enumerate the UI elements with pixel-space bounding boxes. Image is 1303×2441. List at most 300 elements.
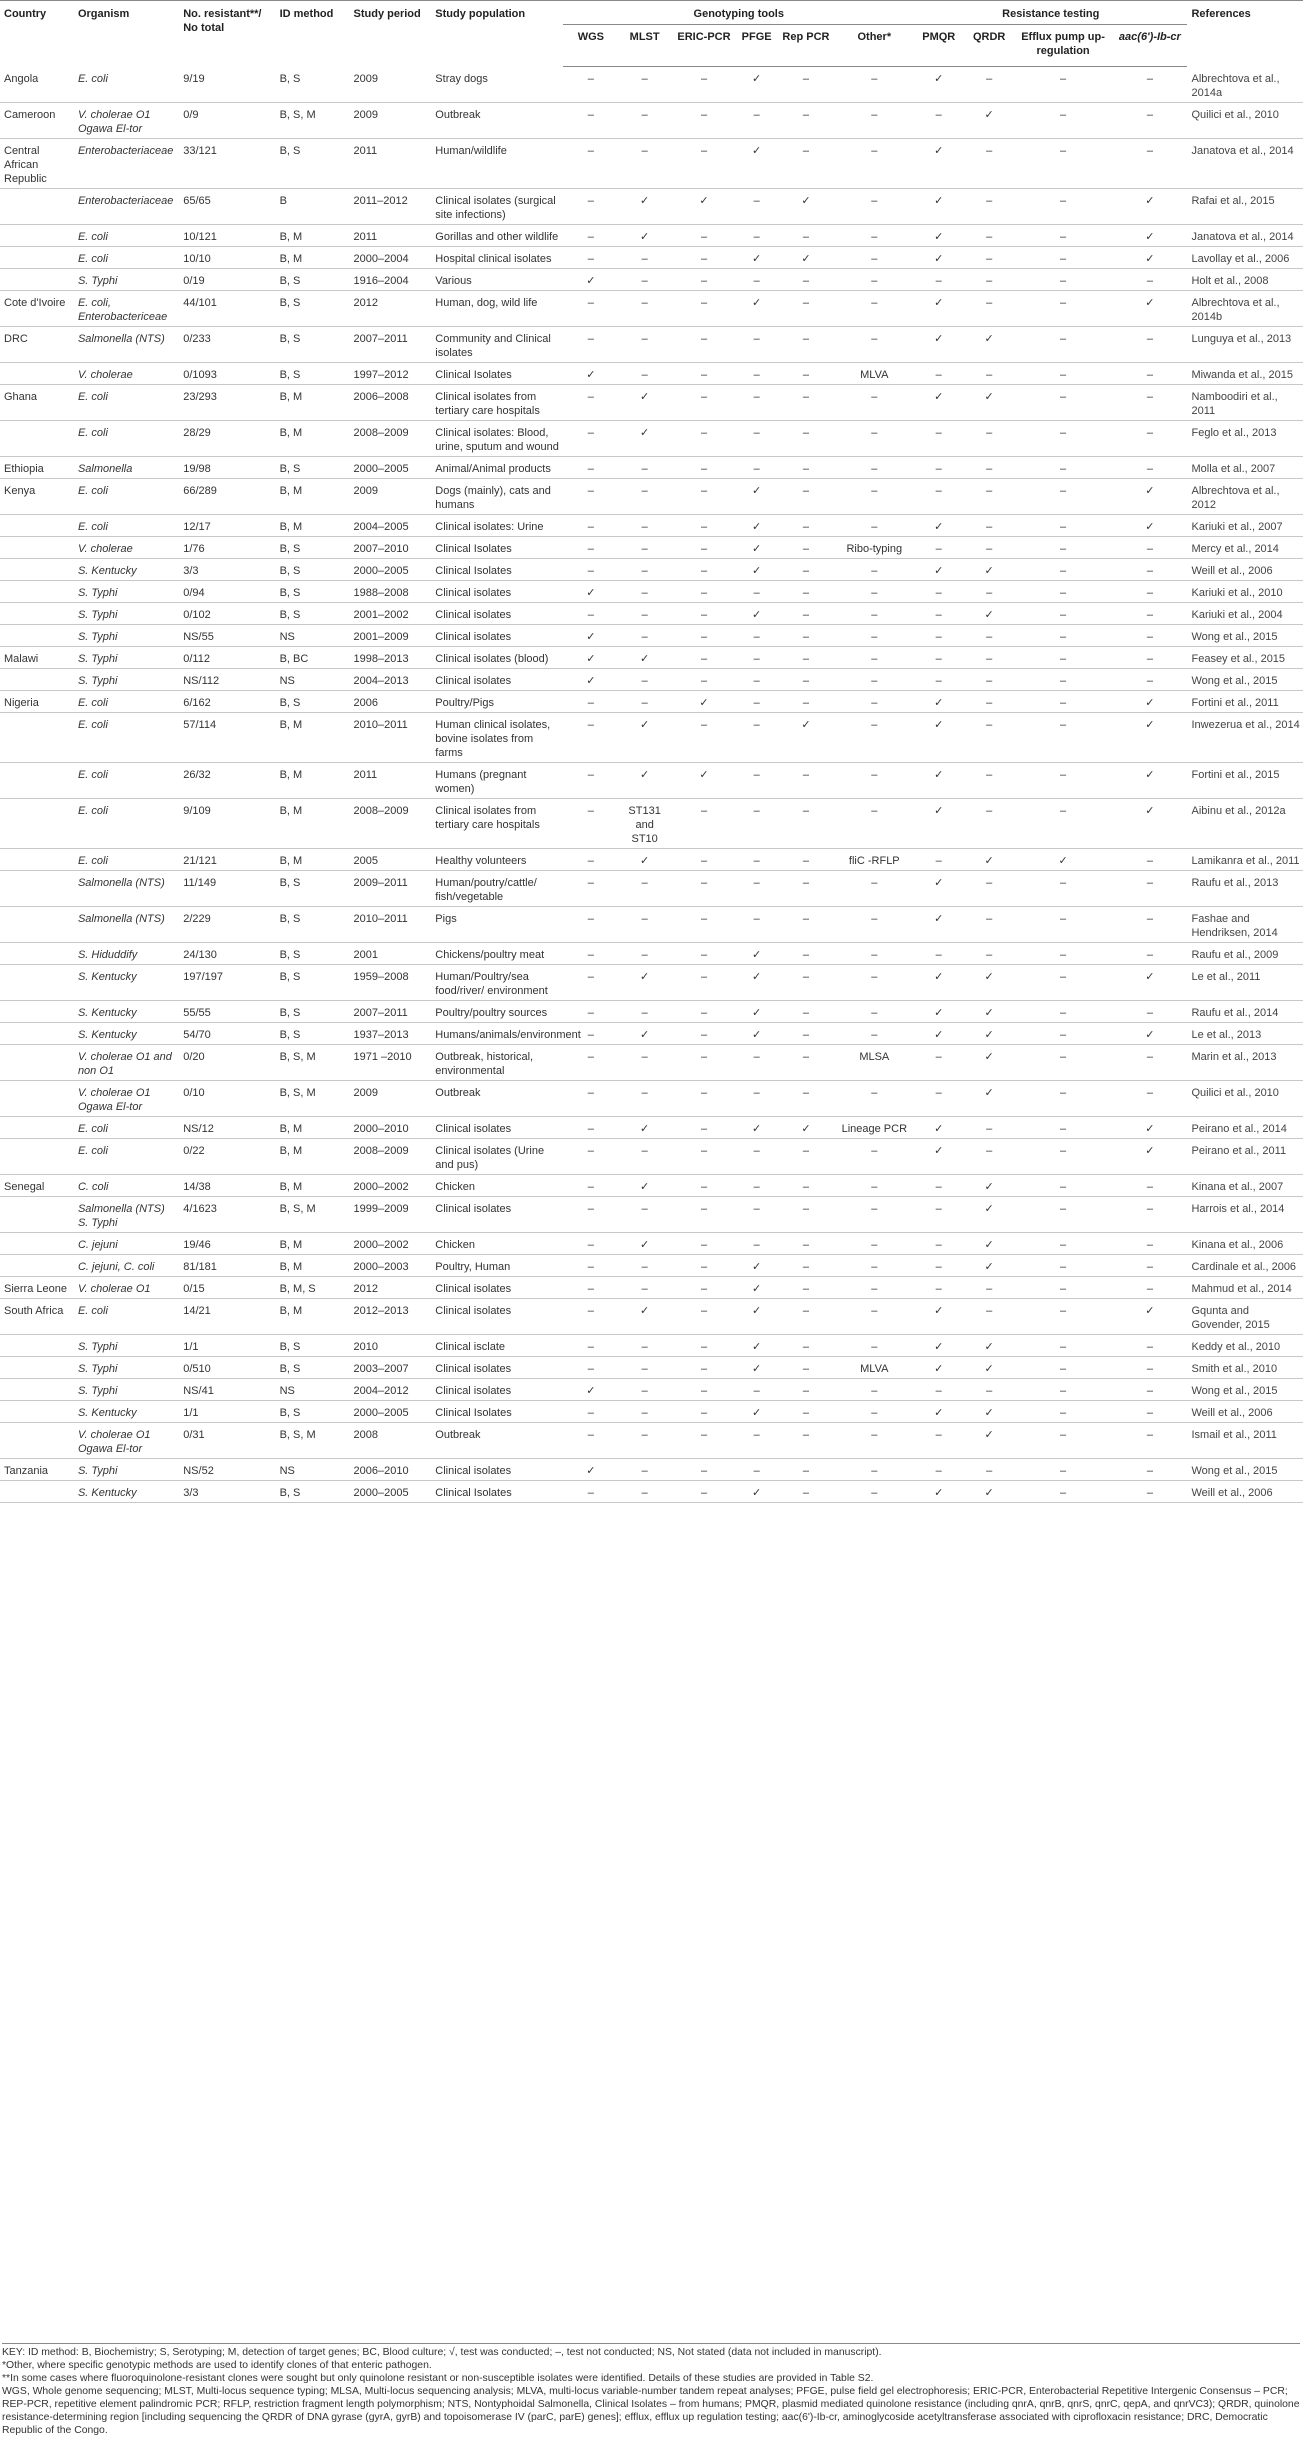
cell-other: – [835, 1378, 913, 1400]
cell-pmqr: ✓ [913, 1334, 963, 1356]
cell-resistant: NS/41 [179, 1378, 275, 1400]
cell-pmqr: ✓ [913, 690, 963, 712]
col-header-study-population: Study population [431, 1, 563, 67]
cell-id-method: B, M [276, 478, 350, 514]
cell-aac: – [1111, 580, 1187, 602]
table-row [0, 1356, 1303, 1378]
cell-pfge: ✓ [736, 514, 776, 536]
cell-efflux: – [1014, 1422, 1111, 1458]
cell-resistant: 9/109 [179, 798, 275, 848]
cell-wgs: – [563, 1044, 617, 1080]
cell-reference: Smith et al., 2010 [1187, 1356, 1303, 1378]
cell-pfge: – [736, 1378, 776, 1400]
cell-country [0, 624, 74, 646]
cell-country [0, 602, 74, 624]
table-row [0, 514, 1303, 536]
cell-country [0, 1334, 74, 1356]
cell-study-population: Clinical isolates [431, 580, 563, 602]
cell-aac: – [1111, 1044, 1187, 1080]
cell-reference: Wong et al., 2015 [1187, 624, 1303, 646]
cell-other: – [835, 138, 913, 188]
table-row [0, 1422, 1303, 1458]
cell-study-population: Human clinical isolates, bovine isolates from farms [431, 712, 563, 762]
cell-other: – [835, 870, 913, 906]
cell-other: – [835, 906, 913, 942]
cell-study-population: Humans (pregnant women) [431, 762, 563, 798]
cell-eric-pcr: – [671, 478, 736, 514]
cell-id-method: B, M [276, 246, 350, 268]
cell-pfge: – [736, 762, 776, 798]
cell-wgs: ✓ [563, 1378, 617, 1400]
cell-organism: Salmonella [74, 456, 179, 478]
cell-aac: – [1111, 870, 1187, 906]
cell-mlst: – [617, 906, 671, 942]
cell-study-period: 1988–2008 [350, 580, 432, 602]
cell-other: – [835, 456, 913, 478]
cell-study-period: 2007–2011 [350, 326, 432, 362]
cell-reference: Quilici et al., 2010 [1187, 1080, 1303, 1116]
cell-pmqr: ✓ [913, 290, 963, 326]
cell-rep-pcr: – [776, 384, 834, 420]
footnote-other: *Other, where specific genotypic methods are used to identify clones of that enteric pathogen. [2, 2360, 432, 2371]
cell-rep-pcr: – [776, 1080, 834, 1116]
cell-eric-pcr: – [671, 712, 736, 762]
cell-study-period: 2004–2012 [350, 1378, 432, 1400]
cell-reference: Le et al., 2011 [1187, 964, 1303, 1000]
cell-pmqr: ✓ [913, 1356, 963, 1378]
table-row [0, 580, 1303, 602]
cell-other: MLVA [835, 362, 913, 384]
table-row [0, 246, 1303, 268]
cell-study-population: Clinical isolates [431, 1276, 563, 1298]
cell-wgs: ✓ [563, 362, 617, 384]
cell-rep-pcr: – [776, 668, 834, 690]
cell-pmqr: ✓ [913, 1480, 963, 1502]
cell-pfge: ✓ [736, 1254, 776, 1276]
cell-qrdr: – [963, 1138, 1013, 1174]
cell-reference: Aibinu et al., 2012a [1187, 798, 1303, 848]
cell-efflux: – [1014, 1254, 1111, 1276]
cell-mlst: – [617, 870, 671, 906]
cell-qrdr: – [963, 762, 1013, 798]
cell-other: – [835, 668, 913, 690]
cell-aac: – [1111, 848, 1187, 870]
cell-other: – [835, 602, 913, 624]
cell-mlst: – [617, 290, 671, 326]
table-row [0, 67, 1303, 103]
cell-eric-pcr: – [671, 1044, 736, 1080]
cell-resistant: 44/101 [179, 290, 275, 326]
col-header-wgs: WGS [563, 25, 617, 67]
cell-resistant: 23/293 [179, 384, 275, 420]
cell-qrdr: – [963, 224, 1013, 246]
cell-organism: S. Kentucky [74, 1400, 179, 1422]
cell-other: – [835, 67, 913, 103]
cell-mlst: – [617, 1378, 671, 1400]
cell-wgs: – [563, 224, 617, 246]
cell-organism: Enterobacteriaceae [74, 138, 179, 188]
cell-pfge: – [736, 1422, 776, 1458]
cell-mlst: – [617, 1334, 671, 1356]
col-header-organism: Organism [74, 1, 179, 67]
cell-rep-pcr: – [776, 1298, 834, 1334]
cell-rep-pcr: – [776, 102, 834, 138]
cell-qrdr: – [963, 870, 1013, 906]
cell-study-population: Clinical isolates [431, 1356, 563, 1378]
cell-pfge: – [736, 268, 776, 290]
cell-country: Central African Republic [0, 138, 74, 188]
cell-wgs: – [563, 246, 617, 268]
cell-pmqr: – [913, 1174, 963, 1196]
cell-rep-pcr: – [776, 942, 834, 964]
table-row [0, 798, 1303, 848]
cell-wgs: – [563, 536, 617, 558]
cell-country: Ghana [0, 384, 74, 420]
cell-aac: – [1111, 906, 1187, 942]
cell-study-period: 2011 [350, 138, 432, 188]
cell-country: Cameroon [0, 102, 74, 138]
cell-country: Cote d'Ivoire [0, 290, 74, 326]
cell-country [0, 362, 74, 384]
cell-eric-pcr: – [671, 138, 736, 188]
cell-pfge: – [736, 1458, 776, 1480]
cell-other: – [835, 690, 913, 712]
cell-aac: – [1111, 138, 1187, 188]
cell-aac: – [1111, 558, 1187, 580]
cell-study-population: Clinical isclate [431, 1334, 563, 1356]
cell-eric-pcr: – [671, 290, 736, 326]
cell-study-population: Clinical isolates [431, 668, 563, 690]
cell-aac: – [1111, 1000, 1187, 1022]
cell-rep-pcr: – [776, 690, 834, 712]
cell-qrdr: – [963, 290, 1013, 326]
cell-organism: V. cholerae O1 Ogawa El-tor [74, 102, 179, 138]
cell-study-period: 2000–2005 [350, 456, 432, 478]
col-header-other: Other* [835, 25, 913, 67]
cell-id-method: B, M [276, 762, 350, 798]
cell-country [0, 246, 74, 268]
col-header-id-method: ID method [276, 1, 350, 67]
cell-rep-pcr: – [776, 1334, 834, 1356]
cell-study-population: Outbreak, historical, environmental [431, 1044, 563, 1080]
cell-other: – [835, 712, 913, 762]
cell-rep-pcr: – [776, 362, 834, 384]
table-row [0, 1480, 1303, 1502]
cell-qrdr: ✓ [963, 1480, 1013, 1502]
cell-study-population: Clinical isolates [431, 1196, 563, 1232]
cell-id-method: B, S [276, 290, 350, 326]
cell-qrdr: – [963, 580, 1013, 602]
cell-country [0, 1196, 74, 1232]
col-header-qrdr: QRDR [963, 25, 1013, 67]
cell-study-population: Chickens/poultry meat [431, 942, 563, 964]
cell-eric-pcr: – [671, 602, 736, 624]
cell-study-population: Clinical Isolates [431, 558, 563, 580]
cell-mlst: ✓ [617, 1298, 671, 1334]
table-row [0, 1458, 1303, 1480]
cell-rep-pcr: – [776, 1022, 834, 1044]
cell-pfge: – [736, 1232, 776, 1254]
cell-aac: ✓ [1111, 1022, 1187, 1044]
table-row [0, 138, 1303, 188]
cell-rep-pcr: – [776, 456, 834, 478]
cell-qrdr: ✓ [963, 1080, 1013, 1116]
cell-mlst: ✓ [617, 1174, 671, 1196]
cell-wgs: – [563, 514, 617, 536]
cell-mlst: ✓ [617, 762, 671, 798]
cell-rep-pcr: – [776, 848, 834, 870]
cell-organism: Salmonella (NTS) [74, 870, 179, 906]
cell-resistant: NS/112 [179, 668, 275, 690]
cell-country: South Africa [0, 1298, 74, 1334]
cell-reference: Weill et al., 2006 [1187, 1400, 1303, 1422]
cell-efflux: – [1014, 536, 1111, 558]
cell-rep-pcr: – [776, 326, 834, 362]
cell-reference: Janatova et al., 2014 [1187, 138, 1303, 188]
cell-other: – [835, 1334, 913, 1356]
cell-pmqr: ✓ [913, 514, 963, 536]
cell-efflux: – [1014, 67, 1111, 103]
cell-reference: Lamikanra et al., 2011 [1187, 848, 1303, 870]
table-row [0, 964, 1303, 1000]
cell-mlst: ✓ [617, 224, 671, 246]
table-row [0, 942, 1303, 964]
cell-organism: E. coli [74, 420, 179, 456]
table-row [0, 478, 1303, 514]
cell-pfge: ✓ [736, 1356, 776, 1378]
cell-pmqr: ✓ [913, 712, 963, 762]
cell-pfge: – [736, 420, 776, 456]
cell-pfge: – [736, 384, 776, 420]
cell-reference: Peirano et al., 2014 [1187, 1116, 1303, 1138]
cell-resistant: 33/121 [179, 138, 275, 188]
cell-id-method: B, S [276, 964, 350, 1000]
cell-study-population: Human/Poultry/sea food/river/ environment [431, 964, 563, 1000]
cell-country [0, 848, 74, 870]
cell-efflux: – [1014, 268, 1111, 290]
cell-id-method: B, S [276, 456, 350, 478]
cell-pfge: – [736, 326, 776, 362]
cell-resistant: NS/12 [179, 1116, 275, 1138]
cell-qrdr: – [963, 138, 1013, 188]
cell-study-period: 2006 [350, 690, 432, 712]
cell-wgs: – [563, 964, 617, 1000]
cell-qrdr: ✓ [963, 1196, 1013, 1232]
col-header-pmqr: PMQR [913, 25, 963, 67]
cell-country [0, 1378, 74, 1400]
cell-aac: – [1111, 1080, 1187, 1116]
cell-pfge: – [736, 668, 776, 690]
cell-aac: ✓ [1111, 798, 1187, 848]
cell-qrdr: – [963, 942, 1013, 964]
cell-pmqr: – [913, 646, 963, 668]
cell-aac: ✓ [1111, 762, 1187, 798]
cell-efflux: – [1014, 690, 1111, 712]
cell-study-population: Clinical isolates: Urine [431, 514, 563, 536]
cell-eric-pcr: – [671, 326, 736, 362]
cell-mlst: – [617, 1000, 671, 1022]
cell-study-period: 2011–2012 [350, 188, 432, 224]
cell-organism: S. Typhi [74, 580, 179, 602]
table-row [0, 848, 1303, 870]
cell-wgs: – [563, 712, 617, 762]
cell-other: – [835, 1232, 913, 1254]
cell-aac: ✓ [1111, 514, 1187, 536]
cell-pmqr: – [913, 624, 963, 646]
cell-wgs: – [563, 420, 617, 456]
cell-pfge: ✓ [736, 246, 776, 268]
cell-mlst: ✓ [617, 964, 671, 1000]
cell-qrdr: ✓ [963, 326, 1013, 362]
cell-mlst: ✓ [617, 712, 671, 762]
cell-study-period: 2000–2004 [350, 246, 432, 268]
cell-organism: E. coli [74, 514, 179, 536]
table-row [0, 362, 1303, 384]
cell-id-method: B, S, M [276, 102, 350, 138]
cell-aac: – [1111, 420, 1187, 456]
cell-mlst: – [617, 1400, 671, 1422]
cell-efflux: – [1014, 1356, 1111, 1378]
cell-reference: Raufu et al., 2013 [1187, 870, 1303, 906]
cell-efflux: – [1014, 906, 1111, 942]
cell-organism: V. cholerae O1 [74, 1276, 179, 1298]
cell-rep-pcr: – [776, 762, 834, 798]
cell-study-population: Clinical Isolates [431, 536, 563, 558]
col-header-efflux: Efflux pump up- regulation [1014, 25, 1111, 67]
cell-efflux: – [1014, 1400, 1111, 1422]
cell-eric-pcr: – [671, 268, 736, 290]
cell-mlst: ✓ [617, 848, 671, 870]
cell-rep-pcr: – [776, 1254, 834, 1276]
cell-mlst: – [617, 1480, 671, 1502]
cell-other: – [835, 268, 913, 290]
cell-study-population: Clinical isolates (surgical site infections) [431, 188, 563, 224]
cell-qrdr: – [963, 624, 1013, 646]
cell-pmqr: – [913, 536, 963, 558]
cell-pmqr: ✓ [913, 798, 963, 848]
cell-study-population: Clinical isolates [431, 1378, 563, 1400]
cell-id-method: NS [276, 1378, 350, 1400]
cell-mlst: ✓ [617, 420, 671, 456]
cell-study-period: 1916–2004 [350, 268, 432, 290]
cell-wgs: ✓ [563, 646, 617, 668]
cell-qrdr: – [963, 712, 1013, 762]
cell-study-period: 2009 [350, 1080, 432, 1116]
cell-pmqr: – [913, 848, 963, 870]
cell-id-method: B [276, 188, 350, 224]
cell-reference: Le et al., 2013 [1187, 1022, 1303, 1044]
cell-qrdr: – [963, 246, 1013, 268]
cell-qrdr: – [963, 514, 1013, 536]
table-row [0, 870, 1303, 906]
cell-study-population: Clinical isolates from tertiary care hospitals [431, 384, 563, 420]
cell-id-method: B, S [276, 1356, 350, 1378]
table-row [0, 1276, 1303, 1298]
cell-pmqr: ✓ [913, 1022, 963, 1044]
cell-reference: Mahmud et al., 2014 [1187, 1276, 1303, 1298]
cell-rep-pcr: – [776, 514, 834, 536]
cell-mlst: – [617, 514, 671, 536]
cell-pfge: – [736, 870, 776, 906]
cell-rep-pcr: – [776, 290, 834, 326]
cell-study-period: 2007–2011 [350, 1000, 432, 1022]
cell-eric-pcr: – [671, 848, 736, 870]
cell-resistant: 1/76 [179, 536, 275, 558]
cell-study-population: Outbreak [431, 102, 563, 138]
cell-organism: S. Kentucky [74, 1022, 179, 1044]
cell-aac: ✓ [1111, 964, 1187, 1000]
cell-country [0, 1400, 74, 1422]
table-row [0, 1080, 1303, 1116]
cell-other: – [835, 1174, 913, 1196]
cell-id-method: NS [276, 668, 350, 690]
cell-mlst: ✓ [617, 188, 671, 224]
cell-wgs: – [563, 326, 617, 362]
cell-reference: Kariuki et al., 2004 [1187, 602, 1303, 624]
cell-pfge: – [736, 1044, 776, 1080]
cell-efflux: – [1014, 964, 1111, 1000]
cell-mlst: – [617, 362, 671, 384]
cell-aac: ✓ [1111, 712, 1187, 762]
cell-study-period: 2011 [350, 224, 432, 246]
cell-eric-pcr: – [671, 514, 736, 536]
cell-rep-pcr: – [776, 1480, 834, 1502]
cell-eric-pcr: – [671, 246, 736, 268]
cell-efflux: – [1014, 580, 1111, 602]
col-header-references: References [1187, 1, 1303, 67]
cell-country [0, 1356, 74, 1378]
cell-country [0, 942, 74, 964]
cell-wgs: – [563, 1196, 617, 1232]
cell-eric-pcr: – [671, 67, 736, 103]
cell-wgs: – [563, 1080, 617, 1116]
cell-resistant: 11/149 [179, 870, 275, 906]
table-body [0, 67, 1303, 1503]
cell-study-period: 2008–2009 [350, 798, 432, 848]
table-row [0, 1254, 1303, 1276]
table-row [0, 1196, 1303, 1232]
cell-country [0, 1254, 74, 1276]
cell-id-method: B, S [276, 1400, 350, 1422]
cell-resistant: 0/112 [179, 646, 275, 668]
cell-pfge: – [736, 1174, 776, 1196]
cell-resistant: NS/55 [179, 624, 275, 646]
table-row [0, 1044, 1303, 1080]
cell-id-method: B, S [276, 906, 350, 942]
cell-study-period: 2009–2011 [350, 870, 432, 906]
cell-country [0, 668, 74, 690]
cell-rep-pcr: – [776, 1378, 834, 1400]
cell-study-population: Clinical isolates [431, 602, 563, 624]
cell-wgs: – [563, 1480, 617, 1502]
cell-pmqr: ✓ [913, 870, 963, 906]
cell-study-population: Human/poutry/cattle/ fish/vegetable [431, 870, 563, 906]
table-row [0, 690, 1303, 712]
cell-qrdr: – [963, 456, 1013, 478]
cell-aac: ✓ [1111, 690, 1187, 712]
cell-id-method: B, S [276, 558, 350, 580]
cell-rep-pcr: – [776, 1196, 834, 1232]
cell-study-population: Chicken [431, 1174, 563, 1196]
cell-aac: – [1111, 1458, 1187, 1480]
cell-efflux: – [1014, 188, 1111, 224]
cell-study-period: 2009 [350, 67, 432, 103]
table-row [0, 712, 1303, 762]
cell-eric-pcr: – [671, 102, 736, 138]
group-header-resistance: Resistance testing [913, 1, 1187, 25]
cell-pmqr: – [913, 478, 963, 514]
cell-id-method: B, S [276, 67, 350, 103]
